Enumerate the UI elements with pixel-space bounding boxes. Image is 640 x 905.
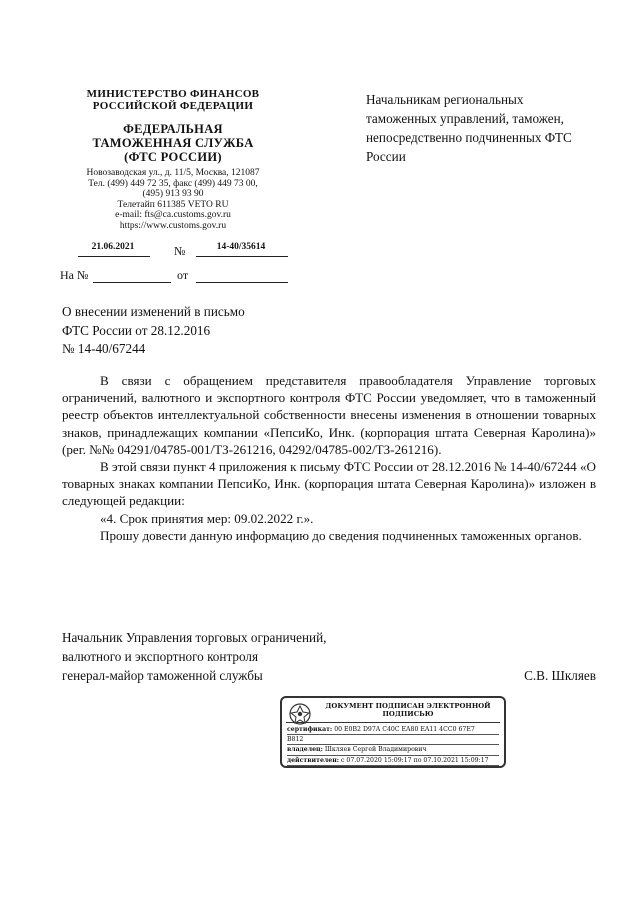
stamp-valid-row bbox=[287, 756, 499, 766]
stamp-title bbox=[318, 702, 498, 718]
recipient-block: Начальникам региональных таможенных управлений, таможен, непосредственно подчиненных ФТС России bbox=[366, 92, 572, 164]
certificate-label: сертификат: bbox=[287, 726, 333, 733]
service-line: ТАМОЖЕННАЯ СЛУЖБА bbox=[92, 136, 254, 150]
contact-address: Новозаводская ул., д. 11/5, Москва, 121087 bbox=[86, 168, 260, 178]
on-number-label: На № bbox=[60, 268, 89, 282]
owner-value: Шкляев Сергей Владимирович bbox=[324, 746, 427, 754]
contacts-block bbox=[58, 168, 288, 232]
subject-line: О внесении изменений в письмо bbox=[62, 304, 245, 319]
body-paragraph: В этой связи пункт 4 приложения к письму ФТС России от 28.12.2016 № 14-40/67244 «О товарных знаках компании ПепсиКо, Инк. (корпорация штата Северная Каролина)» изложен в следующей редакции: bbox=[62, 459, 597, 509]
letter-body bbox=[62, 372, 596, 544]
signature-block bbox=[62, 628, 596, 685]
on-number-underline bbox=[93, 282, 171, 283]
stamp-details bbox=[287, 725, 499, 766]
contact-website: https://www.customs.gov.ru bbox=[119, 220, 227, 231]
valid-label: действителен: bbox=[287, 756, 340, 764]
electronic-signature-stamp bbox=[280, 696, 506, 768]
registration-number: 14-40/35614 bbox=[216, 242, 266, 252]
date-underline bbox=[78, 256, 150, 257]
service-line: (ФТС РОССИИ) bbox=[124, 150, 222, 164]
registration-number-label: № bbox=[174, 244, 186, 258]
signature-position-line: генерал-майор таможенной службы bbox=[62, 668, 263, 683]
stamp-divider bbox=[286, 722, 500, 723]
stamp-certificate-row2 bbox=[287, 735, 499, 745]
certificate-value-cont: B812 bbox=[287, 736, 304, 744]
stamp-title-line: ДОКУМЕНТ ПОДПИСАН ЭЛЕКТРОННОЙ bbox=[325, 702, 491, 710]
contact-phone2: (495) 913 93 90 bbox=[142, 189, 204, 200]
stamp-certificate-row bbox=[287, 725, 499, 735]
signature-position-line: Начальник Управления торговых ограничений, bbox=[62, 630, 327, 645]
from-underline bbox=[196, 282, 288, 283]
number-underline bbox=[196, 256, 288, 257]
stamp-owner-row bbox=[287, 745, 499, 755]
ministry-line: МИНИСТЕРСТВО ФИНАНСОВ bbox=[86, 88, 260, 100]
registration-date: 21.06.2021 bbox=[91, 242, 135, 252]
body-paragraph: В связи с обращением представителя правообладателя Управление торговых ограничений, валютного и экспортного контроля ФТС России уведомляет, что в таможенный реестр объектов интеллектуальной собственности внесены изменения в отношении товарных знаков, принадлежащих компании «ПепсиКо, Инк. (корпорация штата Северная Каролина)» (рег. №№ 04291/04785-001/ТЗ-261216, 04292/04785-002/ТЗ-261216). bbox=[62, 373, 596, 457]
subject-line: ФТС России от 28.12.2016 bbox=[62, 322, 211, 338]
ministry-name bbox=[58, 88, 288, 112]
service-line: ФЕДЕРАЛЬНАЯ bbox=[123, 122, 223, 136]
contact-phone: Тел. (499) 449 72 35, факс (499) 449 73 00, bbox=[88, 178, 258, 189]
owner-label: владелец: bbox=[287, 746, 323, 754]
body-paragraph: Прошу довести данную информацию до сведения подчиненных таможенных органов. bbox=[100, 527, 582, 543]
contact-email: e-mail: fts@ca.customs.gov.ru bbox=[115, 210, 231, 221]
from-label: от bbox=[177, 268, 189, 282]
signatory-name: С.В. Шкляев bbox=[524, 668, 596, 683]
stamp-title-line: ПОДПИСЬЮ bbox=[382, 710, 434, 718]
subject-line: № 14-40/67244 bbox=[62, 341, 146, 356]
certificate-value: 00 E0B2 D97A C40C EA80 EA11 4CC0 67E7 bbox=[334, 726, 475, 733]
valid-value: с 07.07.2020 15:09:17 по 07.10.2021 15:09:17 bbox=[341, 756, 489, 764]
signature-position-line: валютного и экспортного контроля bbox=[62, 649, 259, 664]
body-paragraph: «4. Срок принятия мер: 09.02.2022 г.». bbox=[100, 510, 314, 526]
contact-teletype: Телетайп 611385 VETO RU bbox=[117, 199, 229, 210]
ministry-line: РОССИЙСКОЙ ФЕДЕРАЦИИ bbox=[92, 100, 254, 112]
subject-block bbox=[62, 303, 322, 359]
service-name bbox=[58, 122, 288, 164]
